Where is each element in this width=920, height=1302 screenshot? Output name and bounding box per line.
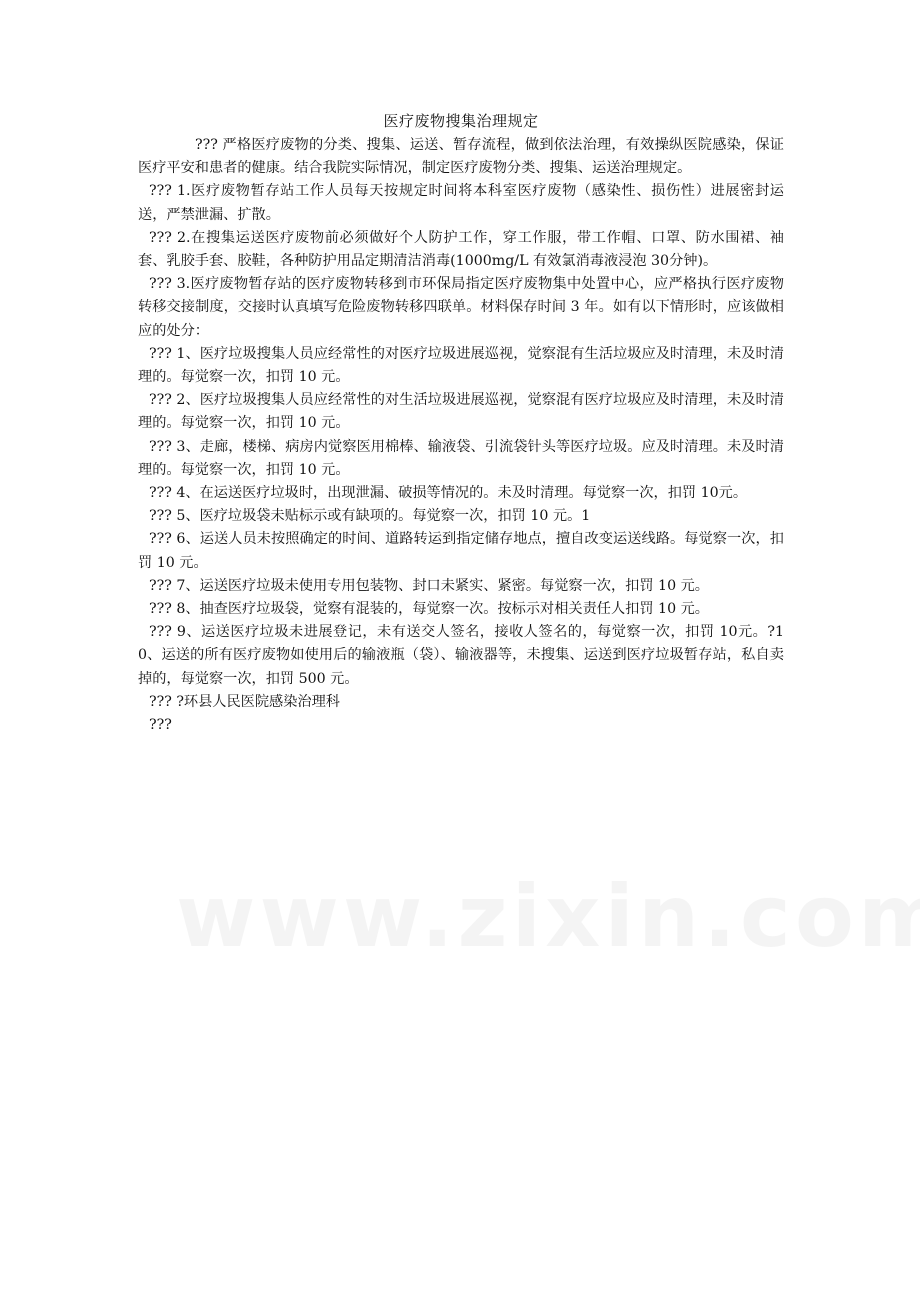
rule-paragraph: ??? 4、在运送医疗垃圾时，出现泄漏、破损等情况的。未及时清理。每觉察一次，扣罚 10元。 [149,485,748,502]
rule-paragraph: ??? 3.医疗废物暂存站的医疗废物转移到市环保局指定医疗废物集中处置中心，应严格执行医疗废物转移交接制度，交接时认真填写危险废物转移四联单。材料保存时间 3 年。如有以下情形时，应该做相应的处分： [138,276,784,339]
rule-paragraph: ??? 5、医疗垃圾袋未贴标示或有缺项的。每觉察一次，扣罚 10 元。1 [149,508,591,525]
rule-paragraph: ??? 2.在搜集运送医疗废物前必须做好个人防护工作，穿工作服，带工作帽、口罩、防水围裙、袖套、乳胶手套、胶鞋，各种防护用品定期清洁消毒(1000mg/L 有效氯消毒液浸泡 30分钟)。 [138,229,784,270]
document-body [138,134,784,737]
rule-paragraph: ??? 7、运送医疗垃圾未使用专用包装物、封口未紧实、紧密。每觉察一次，扣罚 10 元。 [149,577,709,594]
rule-paragraph: ??? 8、抽查医疗垃圾袋，觉察有混装的，每觉察一次。按标示对相关责任人扣罚 10 元。 [149,601,709,618]
rule-paragraph: ??? 1.医疗废物暂存站工作人员每天按规定时间将本科室医疗废物（感染性、损伤性）进展密封运送，严禁泄漏、扩散。 [138,183,784,223]
document-title: 医疗废物搜集治理规定 [383,112,539,130]
rule-paragraph: ??? 3、走廊，楼梯、病房内觉察医用棉棒、输液袋、引流袋针头等医疗垃圾。应及时清理。未及时清理的。每觉察一次，扣罚 10 元。 [138,438,784,478]
rule-paragraph: ??? [149,717,172,734]
rule-paragraph: ??? 1、医疗垃圾搜集人员应经常性的对医疗垃圾进展巡视，觉察混有生活垃圾应及时清理，未及时清理的。每觉察一次，扣罚 10 元。 [138,345,784,386]
watermark-text [176,872,696,962]
rule-paragraph: ??? 2、医疗垃圾搜集人员应经常性的对生活垃圾进展巡视，觉察混有医疗垃圾应及时清理，未及时清理的。每觉察一次，扣罚 10 元。 [138,392,784,432]
intro-paragraph: ??? 严格医疗废物的分类、搜集、运送、暂存流程，做到依法治理，有效操纵医院感染，保证医疗平安和患者的健康。结合我院实际情况，制定医疗废物分类、搜集、运送治理规定。 [138,137,784,177]
rule-paragraph: ??? 9、运送医疗垃圾未进展登记，未有送交人签名，接收人签名的，每觉察一次，扣罚 10元。?10、运送的所有医疗废物如使用后的输液瓶（袋）、输液器等，未搜集、运送到医疗垃圾暂存站，私自卖掉的，每觉察一次，扣罚 500 元。 [138,624,784,687]
rule-paragraph: ??? ?环县人民医院感染治理科 [149,693,340,710]
document-page [138,110,784,737]
rule-paragraph: ??? 6、运送人员未按照确定的时间、道路转运到指定储存地点，擅自改变运送线路。每觉察一次，扣罚 10 元。 [138,531,784,571]
